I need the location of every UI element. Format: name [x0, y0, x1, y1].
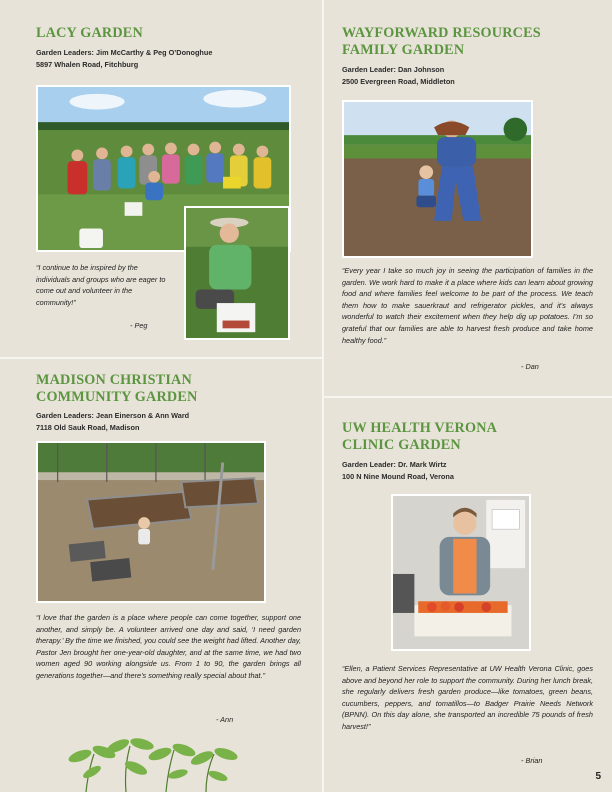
- left-section-divider: [0, 357, 322, 359]
- page-number: 5: [595, 771, 601, 782]
- uwhealth-garden-signature: - Brian: [521, 756, 543, 765]
- wayforward-garden-leader: Garden Leader: Dan Johnson: [342, 65, 445, 74]
- lacy-garden-volunteer-photo: [184, 206, 290, 340]
- lacy-garden-title: LACY GARDEN: [36, 25, 143, 41]
- madison-garden-leaders: Garden Leaders: Jean Einerson & Ann Ward: [36, 411, 190, 420]
- madison-title-line2: COMMUNITY GARDEN: [36, 389, 198, 405]
- wayforward-garden-signature: - Dan: [521, 362, 539, 371]
- madison-garden-title: [36, 372, 198, 406]
- uwhealth-garden-address: 100 N Nine Mound Road, Verona: [342, 472, 454, 481]
- wayforward-garden-address: 2500 Evergreen Road, Middleton: [342, 77, 455, 86]
- madison-title-line1: MADISON CHRISTIAN: [36, 372, 192, 388]
- wayforward-garden-title: [342, 25, 541, 59]
- wayforward-garden-meta: [342, 64, 455, 88]
- uwhealth-garden-photo: [391, 494, 531, 651]
- madison-garden-signature: - Ann: [216, 715, 234, 724]
- lacy-garden-meta: [36, 47, 212, 71]
- wayforward-garden-quote: “Every year I take so much joy in seeing the participation of families in the garden. We work hard to make it a place where kids can learn about growing food and where families feel welcome to be part of the process. We teach them how to make sauerkraut and refrigerator pickles, and it’s always wonderful to watch their excitement when they help dig up potatoes. I’m so grateful that our families are able to harvest fresh produce and take home healthy food.”: [342, 266, 593, 345]
- lacy-garden-signature: - Peg: [130, 321, 148, 330]
- wayforward-garden-photo: [342, 100, 533, 258]
- madison-garden-address: 7118 Old Sauk Road, Madison: [36, 423, 140, 432]
- uwhealth-garden-quote: “Ellen, a Patient Services Representative at UW Health Verona Clinic, goes above and beyond her role to support the community. During her lunch break, she regularly delivers fresh garden produce—like tomatoes, green beans, cucumbers, peppers, and tomatillos—to Badger Prairie Needs Network (BPNN). On this day alone, she transported an incredible 75 pounds of fresh harvest!”: [342, 664, 593, 731]
- uwhealth-garden-title: [342, 420, 497, 454]
- seedling-illustration: [56, 732, 256, 792]
- lacy-garden-address: 5897 Whalen Road, Fitchburg: [36, 60, 139, 69]
- uwhealth-garden-leader: Garden Leader: Dr. Mark Wirtz: [342, 460, 447, 469]
- madison-garden-quote: “I love that the garden is a place where people can come together, support one another, and simply be. A volunteer arrived one day and said, ‘I need garden therapy.’ By the time we finished, you could see the weight had lifted. Another day, Pastor Jen brought her one-year-old daughter, and at the same time, we had two women aged 90 working alongside us. From 1 to 90, the garden brings all generations together—and there’s something really special about that.”: [36, 613, 301, 680]
- uwhealth-title-line2: CLINIC GARDEN: [342, 437, 461, 453]
- wayforward-title-line1: WAYFORWARD RESOURCES: [342, 25, 541, 41]
- wayforward-title-line2: FAMILY GARDEN: [342, 42, 465, 58]
- uwhealth-title-line1: UW HEALTH VERONA: [342, 420, 498, 436]
- uwhealth-garden-meta: [342, 459, 454, 483]
- madison-garden-photo: [36, 441, 266, 603]
- madison-garden-meta: [36, 410, 189, 434]
- right-section-divider: [324, 396, 612, 398]
- lacy-garden-leaders: Garden Leaders: Jim McCarthy & Peg O’Donoghue: [36, 48, 213, 57]
- lacy-garden-quote: “I continue to be inspired by the individuals and groups who are eager to come out and volunteer in the community!”: [36, 263, 166, 307]
